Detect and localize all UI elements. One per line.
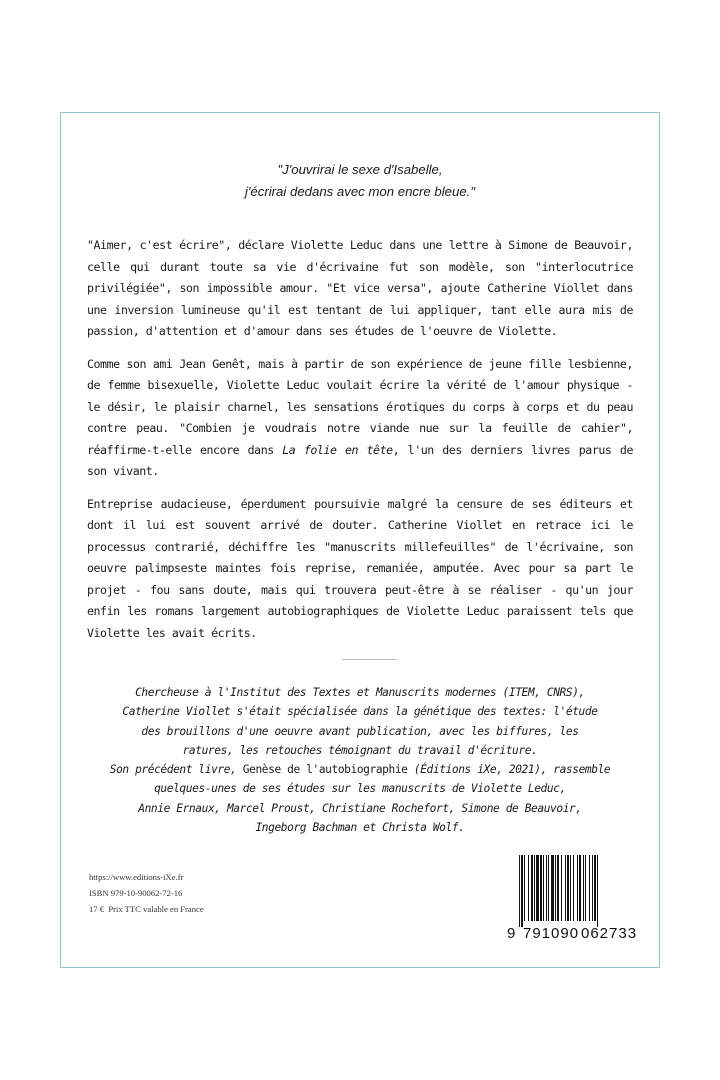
back-cover-frame (60, 112, 660, 968)
book-title-genese: Genèse de l'autobiographie (236, 763, 414, 777)
epigraph-line-2: j'écrirai dedans avec mon encre bleue." (244, 184, 476, 199)
barcode-bar (565, 855, 566, 921)
bio-line-5 (61, 760, 659, 779)
blurb-text (87, 235, 633, 655)
barcode-bar (555, 855, 556, 921)
book-title-la-folie-en-tete: La folie en tête (282, 442, 393, 457)
barcode-bar (592, 855, 593, 921)
barcode-bar (561, 855, 562, 921)
barcode-bar (589, 855, 590, 921)
price-note: Prix TTC valable en France (108, 904, 204, 914)
barcode-digits (507, 925, 641, 945)
blurb-paragraph-3: Entreprise audacieuse, éperdument poursuivie malgré la censure de ses éditeurs et dont il lui est souvent arrivé de douter. Catherine Viollet en retrace ici le processus contrarié, déchiffre les "manuscrits millefeuilles" de l'écrivaine, son oeuvre palimpseste maintes fois reprise, remaniée, amputée. Avec pour sa part le projet - fou sans doute, mais qui trouvera peut-être à se réaliser - qu'un jour enfin les romans largement autobiographiques de Violette Leduc paraissent tels que Violette les avait écrits. (87, 496, 633, 640)
barcode-bar (583, 855, 584, 921)
publisher-info (89, 869, 204, 917)
barcode-bar (551, 855, 554, 921)
barcode-bar (579, 855, 581, 921)
barcode-bar (573, 855, 574, 921)
author-bio (61, 683, 659, 837)
barcode-bars (507, 855, 641, 927)
barcode-bar (528, 855, 529, 921)
epigraph (61, 159, 659, 203)
divider (342, 659, 397, 660)
barcode-bar (519, 855, 520, 927)
bio-line-5-end: (Éditions iXe, 2021), rassemble (413, 763, 611, 777)
barcode-bar (546, 855, 547, 921)
barcode-bar (531, 855, 533, 921)
barcode-bar (594, 855, 596, 921)
bio-line-1: Chercheuse à l'Institut des Textes et Manuscrits modernes (ITEM, CNRS), (135, 686, 585, 699)
barcode-digit-first: 9 (507, 925, 517, 942)
bio-line-7: Annie Ernaux, Marcel Proust, Christiane Rochefort, Simone de Beauvoir, (138, 801, 582, 815)
barcode-bar (567, 855, 569, 921)
barcode-bar (577, 855, 578, 921)
barcode-bar (543, 855, 544, 921)
barcode-bar (570, 855, 571, 921)
blurb-paragraph-2 (87, 354, 633, 483)
blurb-paragraph-1: "Aimer, c'est écrire", déclare Violette Leduc dans une lettre à Simone de Beauvoir, celle qui durant toute sa vie d'écrivaine fut son modèle, son "interlocutrice privilégiée", son impossible amour. "Et vice versa", ajoute Catherine Viollet dans une inversion lumineuse qu'il est tentant de lui appliquer, tant elle aura mis de passion, d'attention et d'amour dans ses études de l'oeuvre de Violette. (87, 238, 633, 338)
publisher-url: https://www.editions-iXe.fr (89, 872, 184, 882)
barcode (507, 855, 641, 947)
epigraph-line-1: "J'ouvrirai le sexe d'Isabelle, (277, 162, 443, 177)
barcode-group-right: 062733 (581, 925, 638, 942)
barcode-bar (536, 855, 539, 921)
barcode-bar (585, 855, 586, 921)
price-line (89, 901, 204, 917)
barcode-bar (534, 855, 535, 921)
barcode-bar (597, 855, 598, 927)
bio-line-2: Catherine Viollet s'était spécialisée dans la génétique des textes: l'étude (122, 705, 598, 719)
bio-line-3: des brouillons d'une oeuvre avant publication, avec les biffures, les (141, 724, 579, 738)
blurb-paragraph-2-start: Comme son ami Jean Genêt, mais à partir de son expérience de jeune fille lesbienne, de femme bisexuelle, Violette Leduc voulait écrire la vérité de l'amour physique - le désir, le plaisir charnel, les sensations érotiques du corps à corps et du peau contre peau. "Combien je voudrais notre viande nue sur la feuille de cahier", réaffirme-t-elle encore dans (87, 356, 633, 457)
bio-line-8: Ingeborg Bachman et Christa Wolf. (255, 821, 465, 835)
barcode-bar (557, 855, 559, 921)
barcode-group-left: 791090 (523, 925, 580, 942)
barcode-bar (521, 855, 523, 927)
blurb-paragraph-2-end: , l'un des derniers livres parus de son vivant. (87, 442, 633, 478)
barcode-bar (524, 855, 525, 921)
barcode-bar (540, 855, 542, 921)
isbn: ISBN 979-10-90062-72-16 (89, 888, 183, 898)
bio-line-4: ratures, les retouches témoignant du travail d'écriture. (182, 743, 538, 757)
bio-line-5-start: Son précédent livre, (109, 763, 237, 777)
barcode-bar (548, 855, 549, 921)
price: 17 € (89, 904, 105, 914)
bio-line-6: quelques-unes de ses études sur les manuscrits de Violette Leduc, (154, 782, 566, 796)
